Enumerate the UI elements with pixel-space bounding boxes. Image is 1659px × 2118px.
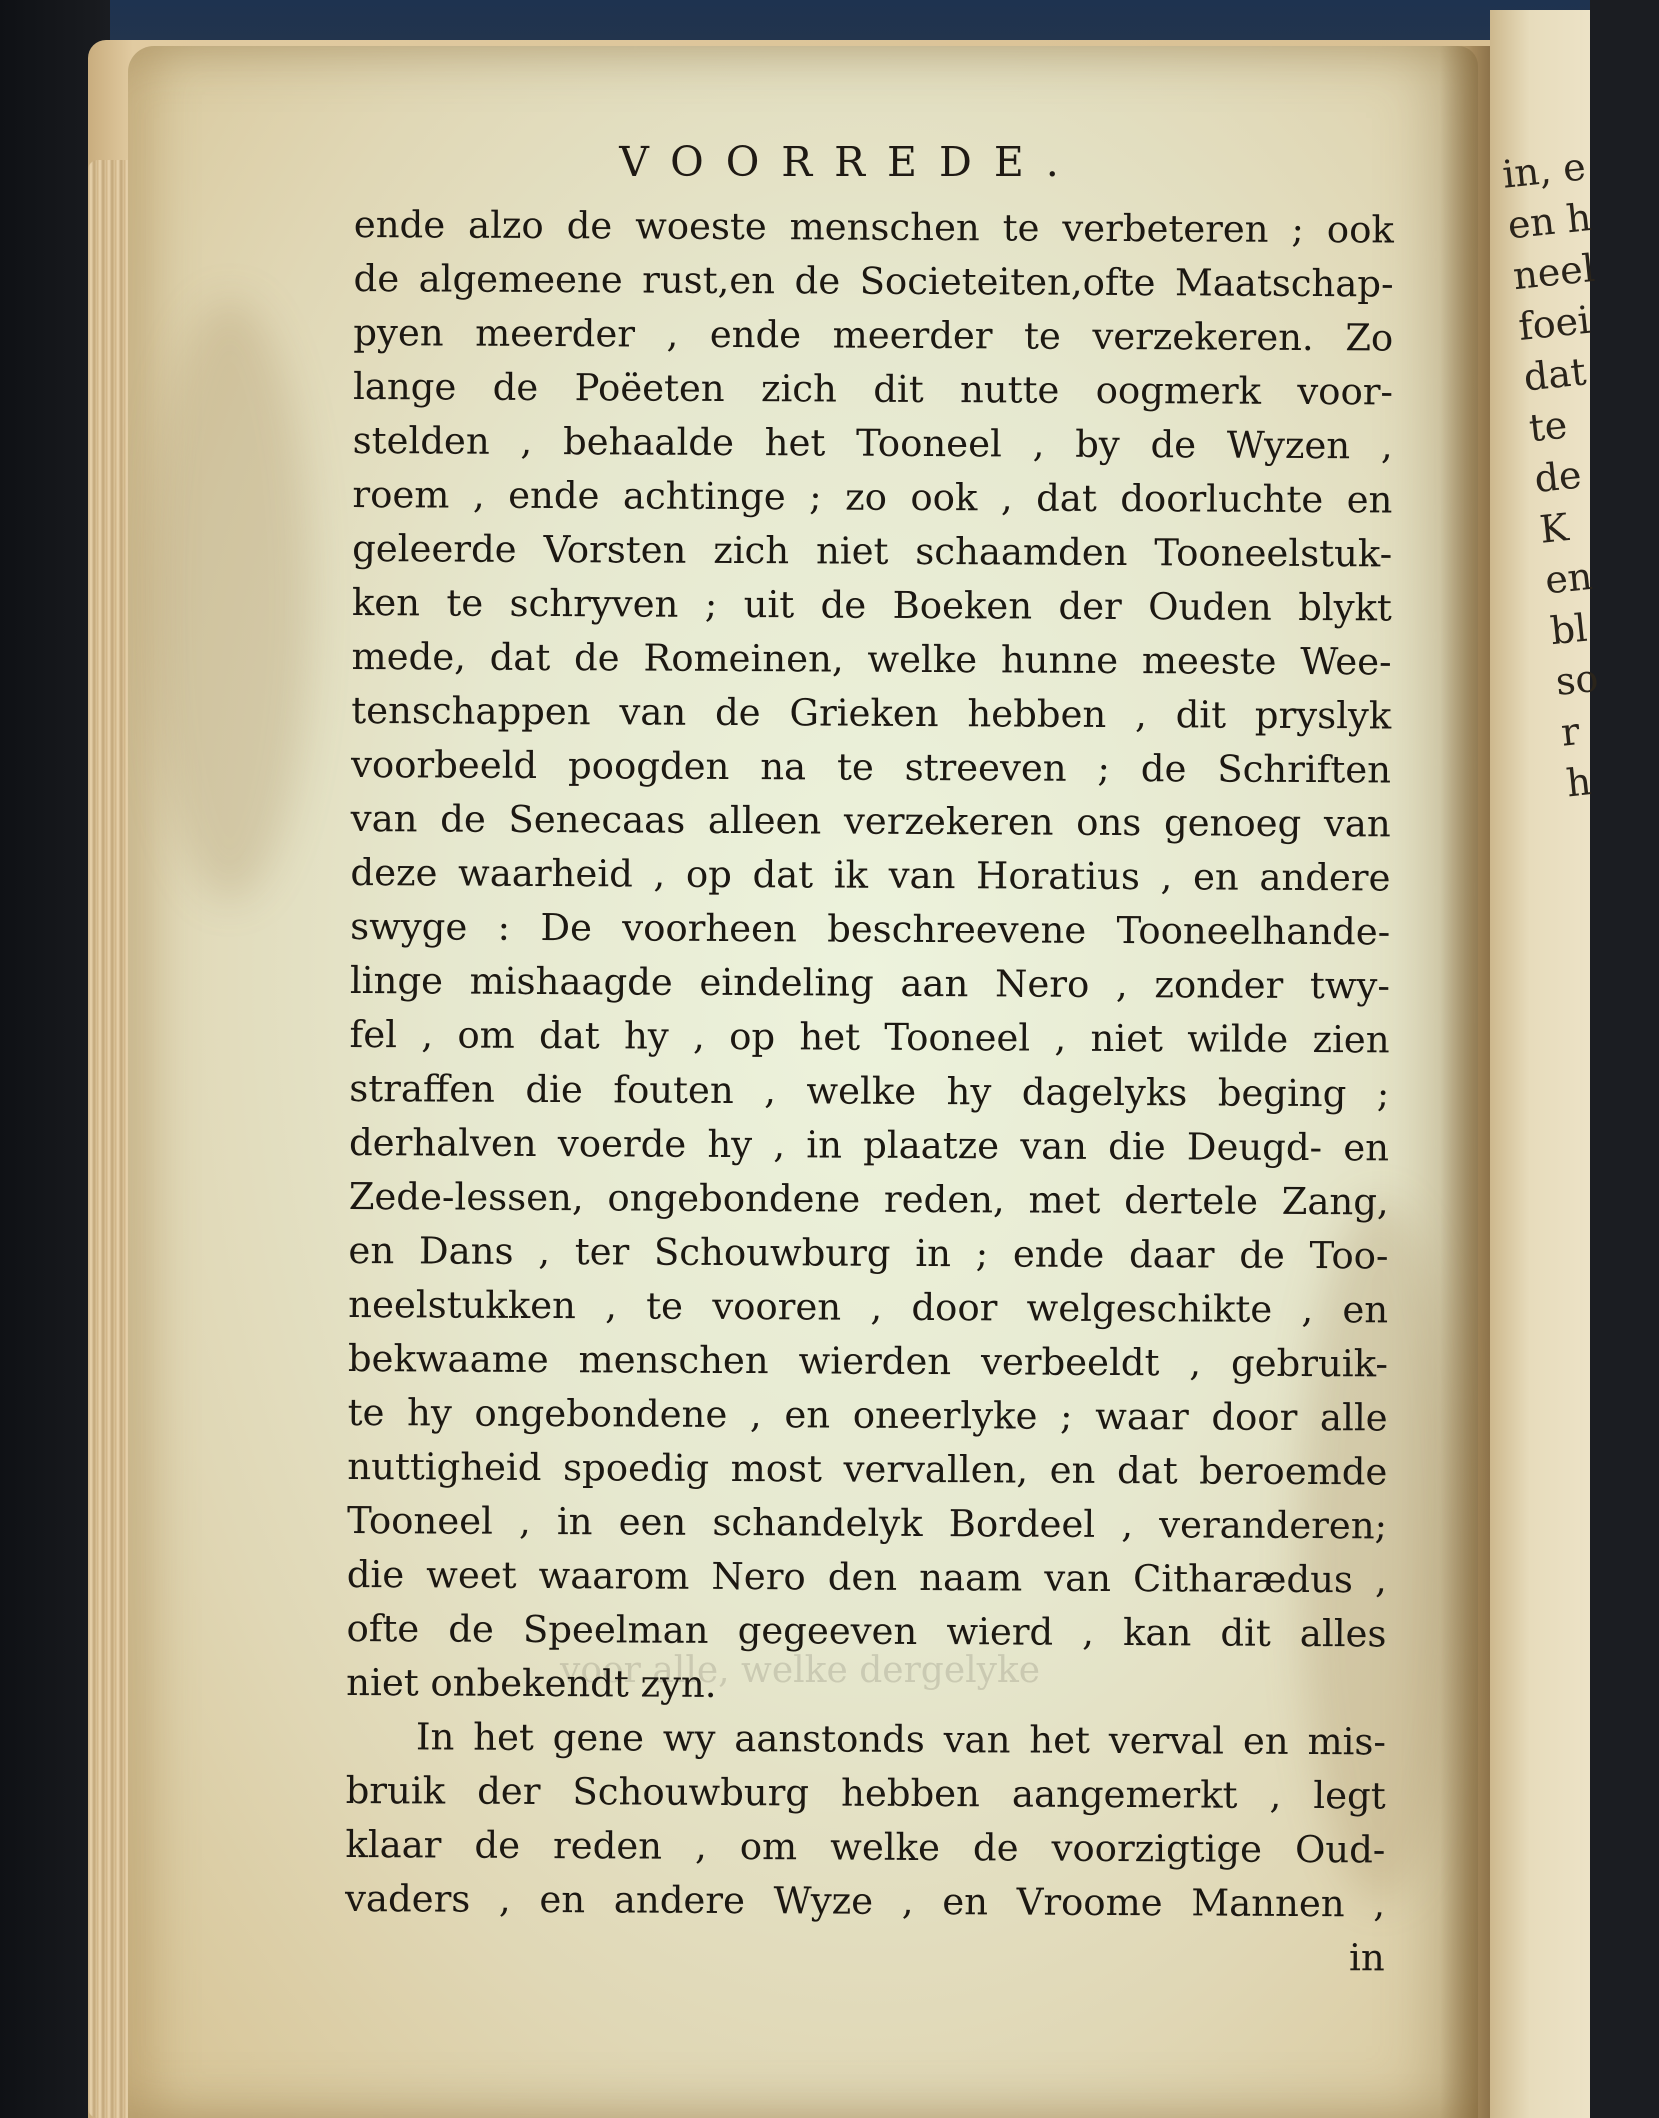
text-line: pyen meerder , ende meerder te verzekeren. Zo	[353, 310, 1394, 360]
text-line: ken te schryven ; uit de Boeken der Ouden blykt	[351, 580, 1392, 630]
text-line: geleerde Vorsten zich niet schaamden Tooneelstuk-	[352, 526, 1393, 576]
text-line: van de Senecaas alleen verzekeren ons genoeg van	[350, 796, 1391, 846]
text-line: roem , ende achtinge ; zo ook , dat doorluchte en	[352, 472, 1393, 522]
facing-page-fragment: r	[1558, 709, 1582, 755]
text-line: mede, dat de Romeinen, welke hunne meeste Wee-	[351, 634, 1392, 684]
facing-page-fragment: foei	[1516, 297, 1593, 349]
text-line: Zede-lessen, ongebondene reden, met dertele Zang,	[348, 1174, 1389, 1224]
text-line: die weet waarom Nero den naam van Citharædus ,	[346, 1552, 1387, 1602]
text-line: lange de Poëeten zich dit nutte oogmerk voor-	[352, 364, 1394, 414]
text-line: klaar de reden , om welke de voorzigtige Oud-	[345, 1822, 1386, 1872]
text-line: linge mishaagde eindeling aan Nero , zonder twy-	[349, 958, 1391, 1008]
facing-page-fragment: de	[1532, 452, 1584, 502]
age-stain	[150, 300, 310, 900]
facing-page-fragment: K	[1537, 505, 1571, 552]
paragraph-start-line: In het gene wy aanstonds van het verval en mis-	[415, 1715, 1387, 1764]
text-line: ende alzo de woeste menschen te verbeteren ; ook	[353, 202, 1394, 252]
text-line: vaders , en andere Wyze , en Vroome Mannen ,	[344, 1876, 1386, 1926]
text-line: nuttigheid spoedig most vervallen, en dat beroemde	[347, 1444, 1388, 1494]
page-edges	[88, 160, 128, 2118]
facing-page-fragment: bl	[1548, 605, 1590, 654]
show-through-text: voor alle, welke dergelyke	[560, 1650, 1041, 1691]
text-line: voorbeeld poogden na te streeven ; de Schriften	[350, 742, 1392, 792]
catchword: in	[1349, 1936, 1385, 1980]
facing-page-fragment: h	[1564, 759, 1594, 806]
text-line: bekwaame menschen wierden verbeeldt , gebruik-	[347, 1336, 1389, 1386]
running-header: VOORREDE.	[619, 138, 1081, 186]
text-line: deze waarheid , op dat ik van Horatius , en andere	[350, 850, 1391, 900]
text-line: en Dans , ter Schouwburg in ; ende daar de Too-	[348, 1228, 1389, 1278]
text-line: bruik der Schouwburg hebben aangemerkt , legt	[345, 1768, 1386, 1818]
text-line: ofte de Speelman gegeeven wierd , kan dit alles	[346, 1606, 1387, 1656]
text-line: stelden , behaalde het Tooneel , by de Wyzen ,	[352, 418, 1393, 468]
text-line: tenschappen van de Grieken hebben , dit pryslyk	[351, 688, 1392, 738]
facing-page-fragment: en h	[1505, 194, 1594, 248]
facing-page-fragment: in, e	[1500, 144, 1588, 197]
text-line: swyge : De voorheen beschreevene Tooneelhande-	[350, 904, 1391, 954]
text-line: derhalven voerde hy , in plaatze van die Deugd- en	[348, 1120, 1390, 1170]
text-line: de algemeene rust,en de Societeiten,ofte Maatschap-	[353, 256, 1394, 306]
text-line: fel , om dat hy , op het Tooneel , niet wilde zien	[349, 1012, 1390, 1062]
text-line: neelstukken , te vooren , door welgeschikte , en	[348, 1282, 1389, 1332]
text-line: Tooneel , in een schandelyk Bordeel , veranderen;	[346, 1498, 1388, 1548]
facing-page-fragment: te	[1526, 402, 1570, 451]
paragraph-end-line: niet onbekendt zyn.	[346, 1660, 717, 1706]
text-line: straffen die fouten , welke hy dagelyks beging ;	[349, 1066, 1390, 1116]
facing-page-fragment: so	[1553, 655, 1601, 704]
facing-page-fragment: neel	[1510, 245, 1597, 299]
text-line: te hy ongebondene , en oneerlyke ; waar door alle	[347, 1390, 1388, 1440]
facing-page-fragment: en	[1542, 553, 1595, 603]
body-text	[345, 198, 1394, 1985]
facing-page-fragment: dat	[1521, 349, 1589, 400]
